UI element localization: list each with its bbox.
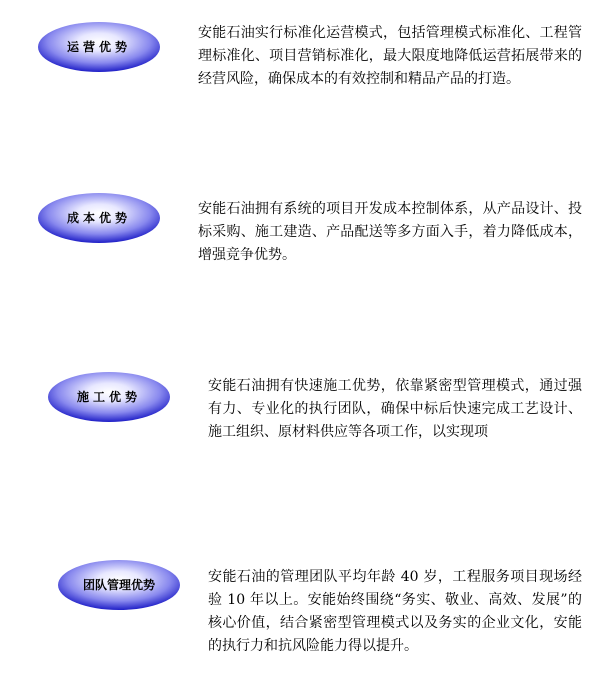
badge-label: 施工优势 (76, 389, 141, 404)
section-description: 安能石油实行标准化运营模式，包括管理模式标准化、工程管理标准化、项目营销标准化，最大限度地降低运营拓展带来的经营风险，确保成本的有效控制和精品产品的打造。 (198, 25, 582, 87)
badge-label: 运营优势 (66, 39, 131, 54)
badge-label: 成本优势 (66, 210, 131, 225)
badge-team (58, 560, 180, 610)
section-description: 安能石油拥有快速施工优势，依靠紧密型管理模式，通过强有力、专业化的执行团队，确保中标后快速完成工艺设计、施工组织、原材料供应等各项工作，以实现项 (208, 378, 582, 440)
section-description: 安能石油的管理团队平均年龄 40 岁，工程服务项目现场经验 10 年以上。安能始终围绕“务实、敬业、高效、发展”的核心价值，结合紧密型管理模式以及务实的企业文化，安能的执行力和抗风险能力得以提升。 (208, 569, 582, 654)
badge-construction (48, 372, 170, 422)
badge-operation (38, 22, 160, 72)
badge-cost (38, 193, 160, 243)
section-description: 安能石油拥有系统的项目开发成本控制体系，从产品设计、投标采购、施工建造、产品配送等多方面入手，着力降低成本，增强竞争优势。 (198, 201, 582, 263)
badge-label: 团队管理优势 (82, 577, 155, 592)
